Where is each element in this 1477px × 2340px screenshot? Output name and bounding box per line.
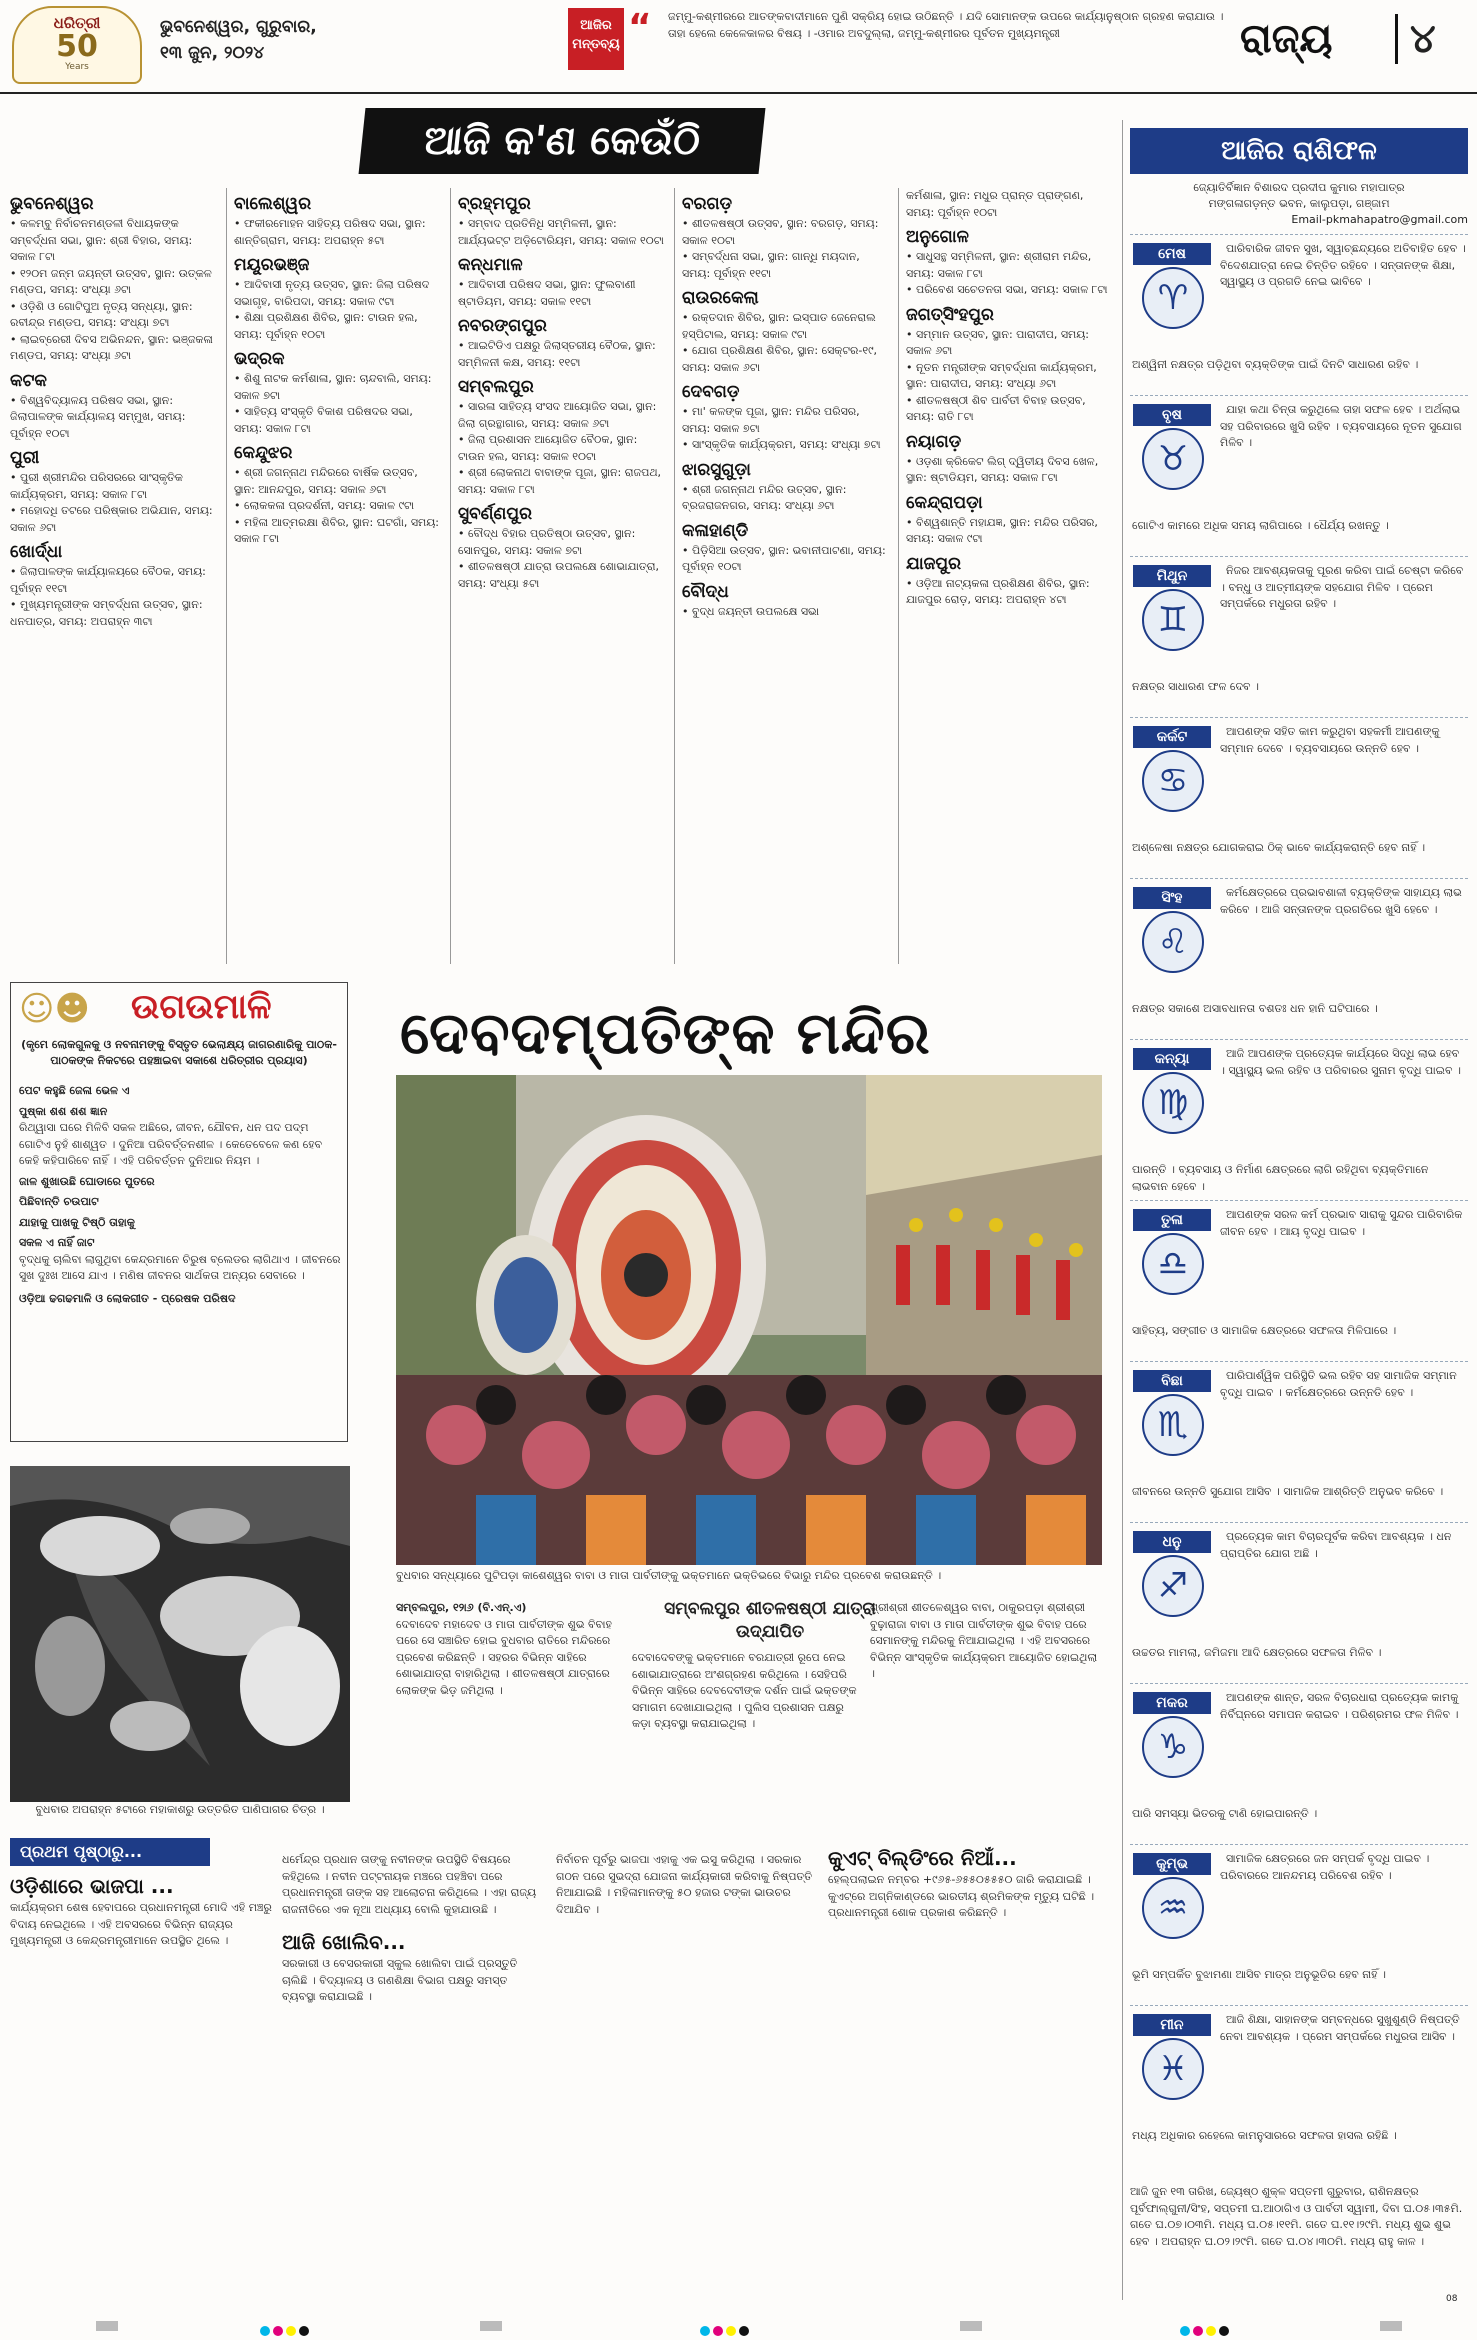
event-item: କର୍ମଶାଳା, ସ୍ଥାନ: ମଧୁର ପ୍ରାନ୍ତ ପ୍ରାଙ୍ଗଣ, ସମୟ: ପୂର୍ବାହ୍ନ ୧୦ଟା <box>906 189 1084 219</box>
zodiac-sign-icon: ♒ <box>1142 1877 1204 1939</box>
horoscope-note: ମଧ୍ୟ ଅଧିକାର ରହେଲେ କାମନୁସାରରେ ସଫଳତା ହାସଲ ରହିଛି । <box>1132 2129 1397 2142</box>
event-item: • ଫକୀରମୋହନ ସାହିତ୍ୟ ପରିଷଦ ସଭା, ସ୍ଥାନ: ଶାନ୍ତିଗ୍ରାମ, ସମୟ: ଅପରାହ୍ନ ୫ଟା <box>234 217 426 247</box>
proverb-header <box>11 983 347 1033</box>
event-item: • ଯୋଗ ପ୍ରଶିକ୍ଷଣ ଶିବିର, ସ୍ଥାନ: ସେକ୍ଟର-୧୯, ସମୟ: ସକାଳ ୬ଟା <box>682 344 878 374</box>
print-registration-bar <box>0 2294 1477 2339</box>
continuation-column-4: କୁଏଟ୍ ବିଲ୍ଡିଂରେ ନିଆଁ... ହେଲ୍ପଲାଇନ ନମ୍ବର +୯୬୫-୬୫୫୦୫୫୫୦ ଜାରି କରାଯାଇଛି । କୁଏଟ୍‌ରେ ଅଗ୍ନିକାଣ୍ଡରେ ଭାରତୀୟ ଶ୍ରମିକଙ୍କ ମୃତ୍ୟୁ ଘଟିଛି । ପ୍ରଧାନମନ୍ତ୍ରୀ ଶୋକ ପ୍ରକାଶ କରିଛନ୍ତି । <box>828 1846 1095 1919</box>
horoscope-text: ପ୍ରତ୍ୟେକ କାମ ବିଚାରପୂର୍ବକ କରିବା ଆବଶ୍ୟକ । ଧନ ପ୍ରାପ୍ତିର ଯୋଗ ଅଛି । <box>1220 1530 1452 1560</box>
zodiac-name: ମକର <box>1133 1692 1211 1714</box>
weather-satellite-map <box>10 1466 350 1802</box>
horoscope-row <box>1130 395 1468 556</box>
event-city-heading: ମୟୂରଭଞ୍ଜ <box>234 255 310 275</box>
zodiac-name: ମେଷ <box>1133 243 1211 265</box>
horoscope-row <box>1130 1522 1468 1683</box>
event-city-heading: ଭୁବନେଶ୍ୱର <box>10 194 94 214</box>
page-header <box>0 0 1477 92</box>
horoscope-row <box>1130 556 1468 717</box>
horoscope-row <box>1130 1200 1468 1361</box>
divider <box>1122 120 1123 2300</box>
page-number: ୪ <box>1410 16 1436 62</box>
event-item: • ବିଶ୍ୱବିଦ୍ୟାଳୟ ପରିଷଦ ସଭା, ସ୍ଥାନ: ଜିଲାପାଳଙ୍କ କାର୍ଯ୍ୟାଳୟ ସମ୍ମୁଖ, ସମୟ: ପୂର୍ବାହ୍ନ ୧୦ଟା <box>10 393 186 440</box>
event-city-heading: ଯାଜପୁର <box>906 553 961 574</box>
zodiac-name: ଧନୁ <box>1133 1531 1211 1553</box>
divider <box>898 188 899 964</box>
horoscope-text: ନିଜର ଆବଶ୍ୟକତାକୁ ପୂରଣ କରିବା ପାଇଁ ଚେଷ୍ଟା କରିବେ । ବନ୍ଧୁ ଓ ଆତ୍ମୀୟଙ୍କ ସହଯୋଗ ମିଳିବ । ପ୍ରେମ ସମ୍ପର୍କରେ ମଧୁରତା ରହିବ । <box>1220 564 1464 610</box>
horoscope-row <box>1130 2005 1468 2166</box>
event-city-heading: ଖୋର୍ଦ୍ଧା <box>10 542 63 562</box>
event-item: • ଶିଶୁ ନାଟକ କର୍ମଶାଳା, ସ୍ଥାନ: ଚାନ୍ଦବାଲି, ସମୟ: ସକାଳ ୭ଟା <box>234 372 432 402</box>
event-item: • ଓଡ଼ଶା କ୍ରିକେଟ ଲିଗ୍ ଦ୍ୱିତୀୟ ଦିବସ ଖେଳ, ସ୍ଥାନ: ଷ୍ଟାଡିୟମ, ସମୟ: ସକାଳ ୮ଟା <box>906 454 1099 484</box>
event-city-heading: ଭଦ୍ରକ <box>234 349 285 369</box>
zodiac-name: ମୀନ <box>1133 2014 1211 2036</box>
event-city-heading: ନୟାଗଡ଼ <box>906 431 962 452</box>
divider <box>674 188 675 964</box>
event-item: • ମହୋଦଧି ତଟରେ ପରିଷ୍କାର ଅଭିଯାନ, ସମୟ: ସକାଳ ୬ଟା <box>10 504 213 534</box>
event-item: • ସମ୍ମାନ ଉତ୍ସବ, ସ୍ଥାନ: ପାରାଦୀପ, ସମୟ: ସକାଳ ୬ଟା <box>906 327 1090 357</box>
zodiac-sign-icon: ♈ <box>1142 267 1204 329</box>
festival-photo-image <box>396 1075 1102 1565</box>
horoscope-text: ପାରିପାର୍ଶ୍ୱିକ ପରିସ୍ଥିତି ଭଲ ରହିବ ସହ ସାମାଜିକ ସମ୍ମାନ ବୃଦ୍ଧି ପାଇବ । କର୍ମକ୍ଷେତ୍ରରେ ଉନ୍ନତି ହେବ । <box>1220 1369 1457 1399</box>
zodiac-name: କୁମ୍ଭ <box>1133 1853 1211 1875</box>
horoscope-text: ଆପଣଙ୍କ ସରଳ କର୍ମ ପ୍ରଭାବ ସାରାକୁ ସୁନ୍ଦର ପାରିବାରିକ ଜୀବନ ହେବ । ଆୟ ବୃଦ୍ଧି ପାଇବ । <box>1220 1208 1463 1238</box>
event-item: • ବିଶ୍ୱଶାନ୍ତି ମହାଯଜ୍ଞ, ସ୍ଥାନ: ମନ୍ଦିର ପରିସର, ସମୟ: ସକାଳ ୯ଟା <box>906 515 1098 545</box>
zodiac-sign-icon: ♍ <box>1142 1072 1204 1134</box>
horoscope-row <box>1130 234 1468 395</box>
event-item: • ସାହିତ୍ୟ ସଂସ୍କୃତି ବିକାଶ ପରିଷଦର ସଭା, ସମୟ: ସକାଳ ୮ଟା <box>234 405 413 435</box>
horoscope-row <box>1130 878 1468 1039</box>
horoscope-note: ନକ୍ଷତ୍ର ସକାଶେ ଅସାବଧାନତା ବଶତଃ ଧନ ହାନି ଘଟିପାରେ । <box>1132 1002 1378 1015</box>
events-column-1 <box>10 188 218 968</box>
event-item: • ଶ୍ରୀ ଲୋକନାଥ ବାବାଙ୍କ ପୂଜା, ସ୍ଥାନ: ରାଜପଥ, ସମୟ: ସକାଳ ୮ଟା <box>458 466 662 496</box>
horoscope-note: ଅଶ୍ଳେଷା ନକ୍ଷତ୍ର ଯୋଗକରାଇ ଠିକ୍ ଭାବେ କାର୍ଯ୍ୟକରାନ୍ତି ହେବ ନାହିଁ । <box>1132 841 1426 854</box>
zodiac-name: ବିଛା <box>1133 1370 1211 1392</box>
horoscope-note: ଜୀବନରେ ଉନ୍ନତି ସୁଯୋଗ ଆସିବ । ସାମାଜିକ ଆଶ୍ରିତ୍ତି ଅନୁଭବ କରିବେ । <box>1132 1485 1444 1498</box>
zodiac-name: କନ୍ୟା <box>1133 1048 1211 1070</box>
divider <box>450 188 451 964</box>
event-city-heading: ସୁବର୍ଣ୍ଣପୁର <box>458 504 532 524</box>
horoscope-row <box>1130 1683 1468 1844</box>
horoscope-row <box>1130 1039 1468 1200</box>
event-city-heading: ବ୍ରହ୍ମପୁର <box>458 194 531 214</box>
event-city-heading: କଳାହାଣ୍ଡି <box>682 520 749 541</box>
zodiac-sign-icon: ♏ <box>1142 1394 1204 1456</box>
event-item: • ଶ୍ରୀ ଜଗନ୍ନାଥ ମନ୍ଦିର ଉତ୍ସବ, ସ୍ଥାନ: ବ୍ରଜରାଜନଗର, ସମୟ: ସଂଧ୍ୟା ୬ଟା <box>682 482 847 512</box>
event-city-heading: କେନ୍ଦୁଝର <box>234 443 293 463</box>
horoscope-note: ନକ୍ଷତ୍ର ସାଧାରଣ ଫଳ ଦେବ । <box>1132 680 1259 693</box>
event-item: • ସାଂସ୍କୃତିକ କାର୍ଯ୍ୟକ୍ରମ, ସମୟ: ସଂଧ୍ୟା ୭ଟା <box>682 438 881 451</box>
event-item: • ଆଦିବାସୀ ନୃତ୍ୟ ଉତ୍ସବ, ସ୍ଥାନ: ଜିଲା ପରିଷଦ ସଭାଗୃହ, ବାରିପଦା, ସମୟ: ସକାଳ ୯ଟା <box>234 278 430 308</box>
event-item: • ସାରଳା ସାହିତ୍ୟ ସଂସଦ ଆୟୋଜିତ ସଭା, ସ୍ଥାନ: ଜିଲା ଗ୍ରନ୍ଥାଗାର, ସମୟ: ସକାଳ ୬ଟା <box>458 400 657 430</box>
zodiac-name: ମିଥୁନ <box>1133 565 1211 587</box>
front-page-tab: ପ୍ରଥମ ପୃଷ୍ଠାରୁ... <box>10 1838 210 1866</box>
photo-caption: ବୁଧବାର ସନ୍ଧ୍ୟାରେ ପୁଟିପଡ଼ା କାଶେଶ୍ୱର ବାବା ଓ ମାତା ପାର୍ବତୀଙ୍କୁ ଭକ୍ତମାନେ ଭକ୍ତିଭରେ ବିଭାରୁ ମନ୍ଦିର ପ୍ରବେଶ କରାଉଛନ୍ତି । <box>396 1569 942 1582</box>
story-column-1: ସମ୍ବଲପୁର, ୧୨ା୬ (ବି.ଏନ୍‌.ଏ) ଦେବାଦେବ ମହାଦେବ ଓ ମାତା ପାର୍ବତୀଙ୍କ ଶୁଭ ବିବାହ ପରେ ସେ ସଞ୍ଚାରିତ ହୋଇ ବୁଧବାର ରାତିରେ ମନ୍ଦିରରେ ପ୍ରବେଶ କରିଛନ୍ତି । ସହରର ବିଭିନ୍ନ ସାହିରେ ଶୋଭାଯାତ୍ରା ବାହାରିଥିଲା । ଶୀତଳଷଷ୍ଠୀ ଯାତ୍ରାରେ ଲୋକଙ୍କ ଭିଡ଼ ଜମିଥିଲା । <box>396 1601 612 1697</box>
event-item: • ମହିଳା ଆତ୍ମରକ୍ଷା ଶିବିର, ସ୍ଥାନ: ଘଟଗାଁ, ସମୟ: ସକାଳ ୮ଟା <box>234 515 440 545</box>
event-item: • ଶ୍ରୀ ଜଗନ୍ନାଥ ମନ୍ଦିରରେ ବାର୍ଷିକ ଉତ୍ସବ, ସ୍ଥାନ: ଆନନ୍ଦପୁର, ସମୟ: ସକାଳ ୬ଟା <box>234 466 418 496</box>
event-item: • ଆଇଟିଡିଏ ପକ୍ଷରୁ ଜିଲାସ୍ତରୀୟ ବୈଠକ, ସ୍ଥାନ: ସମ୍ମିଳନୀ କକ୍ଷ, ସମୟ: ୧୧ଟା <box>458 339 656 369</box>
horoscope-note: ସାହିତ୍ୟ, ସଙ୍ଗୀତ ଓ ସାମାଜିକ କ୍ଷେତ୍ରରେ ସଫଳତା ମିଳିପାରେ । <box>1132 1324 1397 1337</box>
horoscope-text: ଯାହା କଥା ଚିନ୍ତା କରୁଥିଲେ ତାହା ସଫଳ ହେବ । ଅର୍ଥଲାଭ ସହ ପରିବାରରେ ଖୁସି ରହିବ । ବ୍ୟବସାୟରେ ନୂତନ ସୁଯୋଗ ମିଳିବ । <box>1220 403 1462 449</box>
event-item: • ସମ୍ବର୍ଦ୍ଧନା ସଭା, ସ୍ଥାନ: ଗାନ୍ଧି ମୟଦାନ, ସମୟ: ପୂର୍ବାହ୍ନ ୧୧ଟା <box>682 250 860 280</box>
horoscope-heading: ଆଜିର ରାଶିଫଳ <box>1130 128 1468 174</box>
continuation-column-1: ଓଡ଼ିଶାରେ ଭାଜପା ... କାର୍ଯ୍ୟକ୍ରମ ଶେଷ ହେବାପରେ ପ୍ରଧାନମନ୍ତ୍ରୀ ମୋଦି ଏହି ମଞ୍ଚରୁ ବିଦାୟ ନେଇଥିଲେ । ଏହି ଅବସରରେ ବିଭିନ୍ନ ରାଜ୍ୟର ମୁଖ୍ୟମନ୍ତ୍ରୀ ଓ କେନ୍ଦ୍ରମନ୍ତ୍ରୀମାନେ ଉପସ୍ଥିତ ଥିଲେ । <box>10 1874 272 1947</box>
logo-years: Years <box>65 62 89 72</box>
zodiac-sign-icon: ♑ <box>1142 1716 1204 1778</box>
event-item: • ଓଡ଼ିଆ ନାଟ୍ୟକଳା ପ୍ରଶିକ୍ଷଣ ଶିବିର, ସ୍ଥାନ: ଯାଜପୁର ରୋଡ଼, ସମୟ: ଅପରାହ୍ନ ୪ଟା <box>906 576 1090 606</box>
event-item: • ଲୋକକଳା ପ୍ରଦର୍ଶନୀ, ସମୟ: ସକାଳ ୯ଟା <box>234 499 415 512</box>
event-item: • ୧୨୦ମ ଜନ୍ମ ଜୟନ୍ତୀ ଉତ୍ସବ, ସ୍ଥାନ: ଉତ୍କଳ ମଣ୍ଡପ, ସମୟ: ସଂଧ୍ୟା ୬ଟା <box>10 266 212 296</box>
horoscope-note: ଅଶ୍ୱିନୀ ନକ୍ଷତ୍ର ପଡ଼ିଥିବା ବ୍ୟକ୍ତିଙ୍କ ପାଇଁ ଦିନଟି ସାଧାରଣ ରହିବ । <box>1132 358 1419 371</box>
zodiac-name: ତୁଳା <box>1133 1209 1211 1231</box>
event-city-heading: କେନ୍ଦ୍ରାପଡ଼ା <box>906 492 983 513</box>
divider <box>0 92 1477 94</box>
satellite-caption: ବୁଧବାର ଅପରାହ୍ନ ୫ଟାରେ ମହାକାଶରୁ ଉତ୍ତରିତ ପାଣିପାଗର ଚିତ୍ର । <box>35 1803 325 1816</box>
zodiac-name: କର୍କଟ <box>1133 726 1211 748</box>
zodiac-name: ସିଂହ <box>1133 887 1211 909</box>
horoscope-note: ପାରି ସମସ୍ୟା ଭିତରକୁ ଟାଣି ହୋଇପାରନ୍ତି । <box>1132 1807 1318 1820</box>
zodiac-sign-icon: ♊ <box>1142 589 1204 651</box>
horoscope-text: ଆପଣଙ୍କ ଶାନ୍ତ, ସରଳ ବିଚାରଧାରା ପ୍ରତ୍ୟେକ କାମକୁ ନିର୍ବିଘ୍ନରେ ସମାପନ କରାଇବ । ପରିଶ୍ରମର ଫଳ ମିଳିବ । <box>1220 1691 1459 1721</box>
astrologer-credit: ଜ୍ୟୋତିର୍ବିଜ୍ଞାନ ବିଶାରଦ ପ୍ରଦୀପ କୁମାର ମହାପାତ୍ର ମଙ୍ଗଳାଗଡ଼ନ୍ତ ଭବନ, କାଲୁପଡ଼ା, ଗଞ୍ଜାମ Email-pkmahapatro@gmail.com <box>1193 181 1468 226</box>
proverb-subtitle: (କୃମେ ଲୋକଗୁଳକୁ ଓ ନବନାମଙ୍କୁ ବିସ୍ତୃତ ଭେଲାକ୍ଷ୍ୟ ଜାଗରଣାରିକୁ ପାଠକ-ପାଠକଙ୍କ ନିକଟରେ ପହଞ୍ଚାଇବା ସକାଶେ ଧରିତ୍ରୀର ପ୍ରୟାସ) <box>21 1038 337 1067</box>
panchang-note: ଆଜି ଜୁନ ୧୩ ତାରିଖ, ଜ୍ୟେଷ୍ଠ ଶୁକ୍ଳ ସପ୍ତମୀ ଗୁରୁବାର, ରାଶିନକ୍ଷତ୍ର ପୂର୍ବଫାଲ୍‌ଗୁନୀ/ସିଂହ, ସପ୍ତମୀ ଘ.ଆଠାଗିଏ ଓ ପାର୍ବତୀ ସ୍ୱାମୀ, ଦିବା ଘ.୦୫।୩୫ମି. ଗତେ ଘ.୦୭।୦୩ମି. ମଧ୍ୟ ଘ.୦୫।୧୧ମି. ଗତେ ଘ.୧୧।୨୯ମି. ମଧ୍ୟ ଶୁଭ ଶୁଭ ହେବ । ଅପରାହ୍ନ ଘ.୦୨।୨୯ମି. ଗତେ ଘ.୦୪।୩୦ମି. ମଧ୍ୟ ରାହୁ କାଳ । <box>1130 2185 1463 2248</box>
event-item: • ମା' କଳଙ୍କ ପୂଜା, ସ୍ଥାନ: ମନ୍ଦିର ପରିସର, ସମୟ: ସକାଳ ୭ଟା <box>682 405 860 435</box>
quote-mark-icon: “ <box>628 7 652 48</box>
event-city-heading: ସମ୍ବଲପୁର <box>458 377 534 397</box>
event-city-heading: ରାଉରକେଲା <box>682 288 759 308</box>
horoscope-text: ପାରିବାରିକ ଜୀବନ ସୁଖ, ସ୍ୱାଚ୍ଛନ୍ଦ୍ୟରେ ଅତିବାହିତ ହେବ । ବିଦେଶଯାତ୍ରା ନେଇ ଚିନ୍ତିତ ରହିବେ । ସନ୍ତାନଙ୍କ ଶିକ୍ଷା, ସ୍ୱାସ୍ଥ୍ୟ ଓ ପ୍ରଗତି ନେଇ ଭାବିବେ । <box>1220 242 1466 288</box>
events-column-4 <box>682 188 890 968</box>
continuation-column-2: ଧର୍ମେନ୍ଦ୍ର ପ୍ରଧାନ ତାଙ୍କୁ ନବୀନଙ୍କ ଉପସ୍ଥିତି ବିଷୟରେ କହିଥିଲେ । ନବୀନ ପଟ୍ଟନାୟକ ମଞ୍ଚରେ ପହଞ୍ଚିବା ପରେ ପ୍ରଧାନମନ୍ତ୍ରୀ ତାଙ୍କ ସହ ଆଲୋଚନା କରିଥିଲେ । ଏହା ରାଜ୍ୟ ରାଜନୀତିରେ ଏକ ନୂଆ ଅଧ୍ୟାୟ ବୋଲି କୁହାଯାଉଛି । ଆଜି ଖୋଲିବ... ସରକାରୀ ଓ ବେସରକାରୀ ସ୍କୁଲ ଖୋଲିବା ପାଇଁ ପ୍ରସ୍ତୁତି ଚାଲିଛି । ବିଦ୍ୟାଳୟ ଓ ଗଣଶିକ୍ଷା ବିଭାଗ ପକ୍ଷରୁ ସମସ୍ତ ବ୍ୟବସ୍ଥା କରାଯାଇଛି । <box>282 1853 537 2003</box>
color-registration-dots <box>700 2321 752 2340</box>
events-column-2 <box>234 188 442 968</box>
event-item: • ଶୀତଳଷଷ୍ଠୀ ଉତ୍ସବ, ସ୍ଥାନ: ବରଗଡ଼, ସମୟ: ସକାଳ ୧୦ଟା <box>682 217 879 247</box>
horoscope-row <box>1130 1361 1468 1522</box>
event-item: • ବୁଦ୍ଧ ଜୟନ୍ତୀ ଉପଲକ୍ଷେ ସଭା <box>682 604 820 618</box>
event-city-heading: କଟକ <box>10 370 47 391</box>
proverb-title: ଉଗଉମାଳି <box>131 987 272 1027</box>
proverb-body: ପେଟ କହୁଛି ଜେଳା ଭେଳ ଏ ପୁଷ୍କା ଶଶ ଶଶ ଜ୍ଞାନ ରିଥ୍ୱାସା ଘରେ ମିଳିବି ସକଳ ଅଛିରେ, ଜୀବନ, ଯୌବନ, ଧନ ପଦ ପଦ୍ମ ଗୋଟିଏ ନୁହଁ ଶାଶ୍ୱତ । ଦୁନିଆ ପରିବର୍ତ୍ତନଶୀଳ । କେତେବେଳେ କଣ ହେବ କେହି କହିପାରିବେ ନାହିଁ । ଏହି ପରିବର୍ତ୍ତନ ଦୁନିଆର ନିୟମ । ଜାଳ ଶୁଖାଉଛି ଘୋଡାରେ ପୁତରେ ପିଛିବାନ୍ତି ଚଉପାଟ ଯାହାକୁ ପାଖକୁ ଟିଷ୍ଠି ତାହାକୁ ସକଳ ଏ ନାହିଁ ଜାଟ ବୃଦ୍ଧକୁ ଚାଲିବା ଲାଗୁଥିବା କେନ୍ଦ୍ରମାନେ ଚିରୁଷ ବ୍ଲେଡର ଲାଗିଥାଏ । ଜୀବନରେ ସୁଖ ଦୁଃଖ ଆସେ ଯାଏ । ମଣିଷ ଜୀବନର ସାର୍ଥକତା ଅନ୍ୟର ସେବାରେ । ଓଡ଼ିଆ ଢଗଢମାଳି ଓ ଲୋକଗୀତ - ପ୍ରେଷକ ପରିଷଦ <box>19 1084 341 1305</box>
quote-label: ଆଜିର ମନ୍ତବ୍ୟ <box>568 8 624 70</box>
event-item: • ସାଧୁସନ୍ଥ ସମ୍ମିଳନୀ, ସ୍ଥାନ: ଶ୍ରୀରାମ ମନ୍ଦିର, ସମୟ: ସକାଳ ୮ଟା <box>906 250 1092 280</box>
newspaper-logo <box>12 6 142 84</box>
event-item: • ରକ୍ତଦାନ ଶିବିର, ସ୍ଥାନ: ଇସ୍ପାତ ଜେନେରାଲ ହସ୍ପିଟାଲ, ସମୟ: ସକାଳ ୯ଟା <box>682 311 876 341</box>
zodiac-sign-icon: ♎ <box>1142 1233 1204 1295</box>
event-city-heading: ବରଗଡ଼ <box>682 194 733 214</box>
divider <box>226 188 227 964</box>
event-city-heading: ଜଗତ୍‌ସିଂହପୁର <box>906 304 994 325</box>
event-city-heading: ଦେବଗଡ଼ <box>682 382 740 402</box>
place-date: ଭୁବନେଶ୍ୱର, ଗୁରୁବାର, <box>160 17 317 37</box>
event-item: • ମୁଖ୍ୟମନ୍ତ୍ରୀଙ୍କ ସମ୍ବର୍ଦ୍ଧନା ଉତ୍ସବ, ସ୍ଥାନ: ଧନପାତ୍ର, ସମୟ: ଅପରାହ୍ନ ୩ଟା <box>10 598 203 628</box>
event-item: • ପିଡ଼ିସିଆ ଉତ୍ସବ, ସ୍ଥାନ: ଭବାନୀପାଟଣା, ସମୟ: ପୂର୍ବାହ୍ନ ୧୦ଟା <box>682 543 886 573</box>
event-city-heading: ବାଲେଶ୍ୱର <box>234 194 312 214</box>
dateline <box>160 14 410 66</box>
horoscope-note: ଭୂମି ସମ୍ପର୍କିତ ବୁଝାମଣା ଆସିବ ମାତ୍ର ଅନୁଭୂତିର ହେବ ନାହିଁ । <box>1132 1968 1386 1981</box>
page-code: 08 <box>1446 2294 1458 2304</box>
horoscope-note: ପାରନ୍ତି । ବ୍ୟବସାୟ ଓ ନିର୍ମାଣ କ୍ଷେତ୍ରରେ ଲାଗି ରହିଥିବା ବ୍ୟକ୍ତିମାନେ ଲାଭବାନ ହେବେ । <box>1132 1163 1429 1193</box>
logo-name: ଧରିତ୍ରୀ <box>53 14 101 32</box>
event-city-heading: କନ୍ଧମାଳ <box>458 255 523 275</box>
zodiac-sign-icon: ♉ <box>1142 428 1204 490</box>
zodiac-sign-icon: ♋ <box>1142 750 1204 812</box>
horoscope-text: ସାମାଜିକ କ୍ଷେତ୍ରରେ ଜନ ସମ୍ପର୍କ ବୃଦ୍ଧି ପାଇବ । ପରିବାରରେ ଆନନ୍ଦମୟ ପରିବେଶ ରହିବ । <box>1220 1852 1430 1882</box>
event-item: • ଜିଲାପାଳଙ୍କ କାର୍ଯ୍ୟାଳୟରେ ବୈଠକ, ସମୟ: ପୂର୍ବାହ୍ନ ୧୧ଟା <box>10 565 206 595</box>
event-item: • ଶିକ୍ଷା ପ୍ରଶିକ୍ଷଣ ଶିବିର, ସ୍ଥାନ: ଟାଉନ ହଲ, ସମୟ: ପୂର୍ବାହ୍ନ ୧୦ଟା <box>234 311 418 341</box>
cartoon-faces-icon: ☺☻ <box>19 989 90 1029</box>
event-item: • ବୌଦ୍ଧ ବିହାର ପ୍ରତିଷ୍ଠା ଉତ୍ସବ, ସ୍ଥାନ: ସୋନପୁର, ସମୟ: ସକାଳ ୭ଟା <box>458 527 636 557</box>
story-headline: ଦେବଦମ୍ପତିଙ୍କ ମନ୍ଦିର <box>400 999 931 1067</box>
horoscope-note: ଗୋଟିଏ କାମରେ ଅଧିକ ସମୟ ଲାଗିପାରେ । ଧୈର୍ଯ୍ୟ ରଖନ୍ତୁ । <box>1132 519 1389 532</box>
story-subheading: ସମ୍ବଲପୁର ଶୀତଳଷଷ୍ଠୀ ଯାତ୍ରା ଉଦ୍‌ଯାପିତ <box>664 1599 876 1642</box>
event-city-heading: ପୁରୀ <box>10 448 40 468</box>
event-item: • ନୂତନ ମନ୍ତ୍ରୀଙ୍କ ସମ୍ବର୍ଦ୍ଧନା କାର୍ଯ୍ୟକ୍ରମ, ସ୍ଥାନ: ପାରାଦୀପ, ସମୟ: ସଂଧ୍ୟା ୬ଟା <box>906 360 1097 390</box>
horoscope-text: ଆଜି ଆପଣଙ୍କ ପ୍ରତ୍ୟେକ କାର୍ଯ୍ୟରେ ସିଦ୍ଧି ଲାଭ ହେବ । ସ୍ୱାସ୍ଥ୍ୟ ଭଲ ରହିବ ଓ ପରିବାରର ସୁନାମ ବୃଦ୍ଧି ପାଇବ । <box>1220 1047 1461 1077</box>
event-item: • ଶୀତଳଷଷ୍ଠୀ ଯାତ୍ରା ଉପଲକ୍ଷେ ଶୋଭାଯାତ୍ରା, ସମୟ: ସଂଧ୍ୟା ୫ଟା <box>458 560 660 590</box>
horoscope-row <box>1130 717 1468 878</box>
zodiac-sign-icon: ♐ <box>1142 1555 1204 1617</box>
event-city-heading: ଝାରସୁଗୁଡ଼ା <box>682 459 751 480</box>
event-city-heading: ବୌଦ୍ଧ <box>682 581 729 602</box>
section-title: ରାଜ୍ୟ <box>1240 16 1333 62</box>
horoscope-text: କର୍ମକ୍ଷେତ୍ରରେ ପ୍ରଭାବଶାଳୀ ବ୍ୟକ୍ତିଙ୍କ ସାହାଯ୍ୟ ଲାଭ କରିବେ । ଆଜି ସନ୍ତାନଙ୍କ ପ୍ରଗତିରେ ଖୁସି ହେବେ । <box>1220 886 1462 916</box>
satellite-image <box>10 1466 350 1802</box>
event-item: • ଶୀତଳଷଷ୍ଠୀ ଶିବ ପାର୍ବତୀ ବିବାହ ଉତ୍ସବ, ସମୟ: ରାତି ୮ଟା <box>906 393 1086 423</box>
quote-text: ଜମ୍ମୁ-କଶ୍ମୀରରେ ଆତଙ୍କବାଦୀମାନେ ପୁଣି ସକ୍ରିୟ ହୋଇ ଉଠିଛନ୍ତି । ଯଦି ସୋମାନଙ୍କ ଉପରେ କାର୍ଯ୍ୟାନୁଷ୍ଠାନ ଗ୍ରହଣ କରାଯାଉ । ତାହା ହେଲେ କେଳେକାଳର ବିଷୟ । -ଓମାର ଅବଦୁଲ୍ଲା, ଜମ୍ମୁ-କଶ୍ମୀରର ପୂର୍ବତନ ମୁଖ୍ୟମନ୍ତ୍ରୀ <box>668 10 1224 40</box>
events-column-3 <box>458 188 666 968</box>
horoscope-text: ଆପଣଙ୍କ ସହିତ କାମ କରୁଥିବା ସହକର୍ମୀ ଆପଣଙ୍କୁ ସମ୍ମାନ ଦେବେ । ବ୍ୟବସାୟରେ ଉନ୍ନତି ହେବ । <box>1220 725 1440 755</box>
zodiac-sign-icon: ♌ <box>1142 911 1204 973</box>
divider <box>1395 14 1398 64</box>
story-column-3: ଶ୍ରୀଶ୍ରୀ ଶୀତଳେଶ୍ୱର ବାବା, ଠାକୁରପଡ଼ା ଶ୍ରୀଶ୍ରୀ ବୁଢ଼ାରାଜା ବାବା ଓ ମାତା ପାର୍ବତୀଙ୍କ ଶୁଭ ବିବାହ ପରେ ସେମାନଙ୍କୁ ମନ୍ଦିରକୁ ନିଆଯାଇଥିଲା । ଏହି ଅବସରରେ ବିଭିନ୍ନ ସାଂସ୍କୃତିକ କାର୍ଯ୍ୟକ୍ରମ ଆୟୋଜିତ ହୋଇଥିଲା । <box>870 1601 1098 1680</box>
festival-photo <box>396 1075 1102 1565</box>
color-registration-dots <box>1180 2321 1232 2340</box>
event-item: • ଜିଲା ପ୍ରଶାସନ ଆୟୋଜିତ ବୈଠକ, ସ୍ଥାନ: ଟାଉନ ହଲ, ସମୟ: ସକାଳ ୧୦ଟା <box>458 433 638 463</box>
horoscope-text: ଆଜି ଶିକ୍ଷା, ସାହାନଙ୍କ ସମ୍ବନ୍ଧରେ ସୁଖୁଶୁଣ୍ଡି ନିଷ୍ପତ୍ତି ନେବା ଆବଶ୍ୟକ । ପ୍ରେମ ସମ୍ପର୍କରେ ମଧୁରତା ଆସିବ । <box>1220 2013 1460 2043</box>
event-item: • କଳମ୍ବୁ ନିର୍ବାଚନମଣ୍ଡଳୀ ବିଧାୟକଙ୍କ ସମ୍ବର୍ଦ୍ଧନା ସଭା, ସ୍ଥାନ: ଶ୍ରୀ ବିହାର, ସମୟ: ସକାଳ ୮ଟା <box>10 217 193 263</box>
event-city-heading: ନବରଙ୍ଗପୁର <box>458 316 547 336</box>
event-city-heading: ଅନୁଗୋଳ <box>906 227 969 247</box>
logo-anniversary: 50 <box>56 29 98 64</box>
event-item: • ସମ୍ବାଦ ପ୍ରତିନିଧି ସମ୍ମିଳନୀ, ସ୍ଥାନ: ଆର୍ଯ୍ୟଭଟ୍ଟ ଅଡ଼ିଟୋରିୟମ, ସମୟ: ସକାଳ ୧୦ଟା <box>458 217 664 247</box>
horoscope-row <box>1130 1844 1468 2005</box>
events-column-5 <box>906 188 1114 968</box>
date: ୧୩ ଜୁନ, ୨୦୨୪ <box>160 43 265 63</box>
event-item: • ପରିବେଶ ସଚେତନତା ସଭା, ସମୟ: ସକାଳ ୮ଟା <box>906 283 1108 296</box>
horoscope-note: ଉଚ୍ଚତର ମାମଲା, ଜମିଜମା ଆଦି କ୍ଷେତ୍ରରେ ସଫଳତା ମିଳିବ । <box>1132 1646 1382 1659</box>
color-registration-dots <box>260 2321 312 2340</box>
event-item: • ଲାଇବ୍ରେରୀ ଦିବସ ଅଭିନନ୍ଦନ, ସ୍ଥାନ: ଭଞ୍ଜକଳା ମଣ୍ଡପ, ସମୟ: ସଂଧ୍ୟା ୬ଟା <box>10 332 213 362</box>
event-item: • ଆଦିବାସୀ ପରିଷଦ ସଭା, ସ୍ଥାନ: ଫୁଲବାଣୀ ଷ୍ଟାଡିୟମ, ସମୟ: ସକାଳ ୧୧ଟା <box>458 278 636 308</box>
event-item: • ପୁରୀ ଶ୍ରୀମନ୍ଦିର ପରିସରରେ ସାଂସ୍କୃତିକ କାର୍ଯ୍ୟକ୍ରମ, ସମୟ: ସକାଳ ୮ଟା <box>10 471 183 501</box>
continuation-column-3: ନିର୍ବାଚନ ପୂର୍ବରୁ ଭାଜପା ଏହାକୁ ଏକ ଇସୁ କରିଥିଲା । ସରକାର ଗଠନ ପରେ ସୁଭଦ୍ରା ଯୋଜନା କାର୍ଯ୍ୟକାରୀ କରିବାକୁ ନିଷ୍ପତ୍ତି ନିଆଯାଇଛି । ମହିଳାମାନଙ୍କୁ ୫୦ ହଜାର ଟଙ୍କା ଭାଉଚର ଦିଆଯିବ । <box>556 1853 813 1916</box>
proverb-box <box>10 982 348 1442</box>
event-item: • ଓଡ଼ିଶି ଓ ଗୋଟିପୁଅ ନୃତ୍ୟ ସନ୍ଧ୍ୟା, ସ୍ଥାନ: ରବୀନ୍ଦ୍ର ମଣ୍ଡପ, ସମୟ: ସଂଧ୍ୟା ୭ଟା <box>10 299 193 329</box>
story-column-2: ଦେବାଦେବଙ୍କୁ ଭକ୍ତମାନେ ବରଯାତ୍ରୀ ରୂପେ ନେଇ ଶୋଭାଯାତ୍ରାରେ ଅଂଶଗ୍ରହଣ କରିଥିଲେ । ସେହିପରି ବିଭିନ୍ନ ସାହିରେ ଦେବଦେବୀଙ୍କ ଦର୍ଶନ ପାଇଁ ଭକ୍ତଙ୍କ ସମାଗମ ଦେଖାଯାଇଥିଲା । ପୁଲିସ ପ୍ରଶାସନ ପକ୍ଷରୁ କଡ଼ା ବ୍ୟବସ୍ଥା କରାଯାଇଥିଲା । <box>632 1651 857 1730</box>
events-banner: ଆଜି କ'ଣ କେଉଁଠି <box>359 108 766 174</box>
zodiac-sign-icon: ♓ <box>1142 2038 1204 2100</box>
zodiac-name: ବୃଷ <box>1133 404 1211 426</box>
